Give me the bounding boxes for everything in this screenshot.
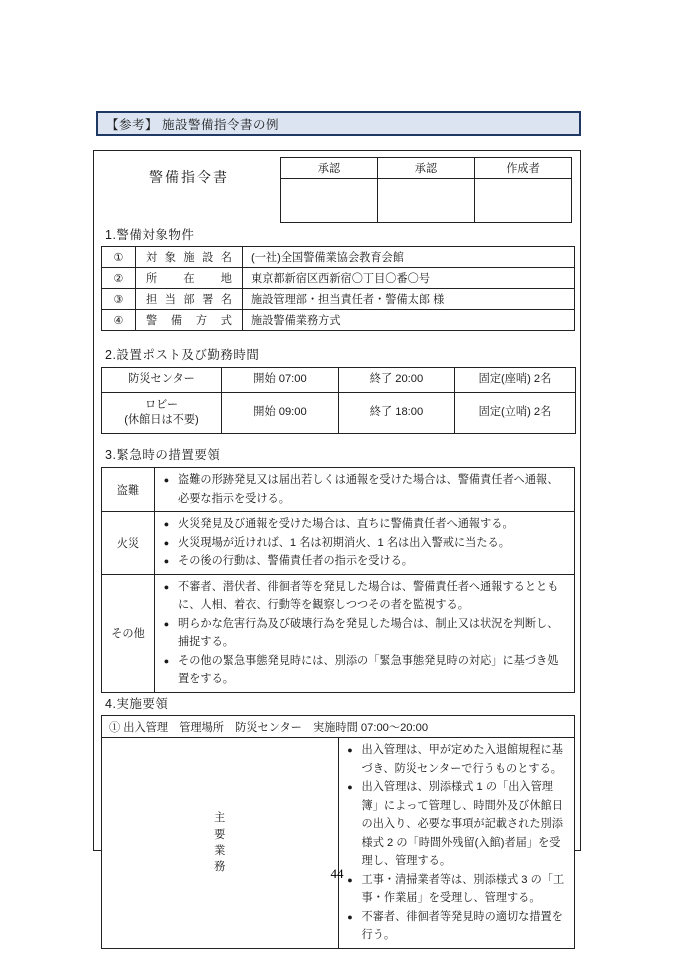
list-item-text: 火災現場が近ければ、1 名は初期消火、1 名は出入警戒に当たる。 bbox=[178, 536, 510, 549]
measure-list bbox=[155, 574, 575, 692]
list-item bbox=[155, 652, 568, 689]
section4-heading: 4.実施要領 bbox=[105, 697, 169, 711]
list-item-text: 不審者、潜伏者、徘徊者等を発見した場合は、警備責任者へ通報するとともに、人相、着衣、行動等を観察しつつその者を監視する。 bbox=[178, 580, 559, 611]
row-label: 所在地 bbox=[136, 268, 243, 289]
measure-list bbox=[155, 512, 575, 575]
property-table bbox=[101, 246, 575, 331]
list-item-text: 工事・清掃業者等は、別添様式 3 の「工事・作業届」を受理し、管理する。 bbox=[361, 873, 565, 904]
doc-title: 警備指令書 bbox=[149, 169, 229, 185]
page-title-banner bbox=[96, 111, 581, 136]
row-label: 対象施設名 bbox=[136, 247, 243, 268]
list-item bbox=[155, 515, 568, 534]
row-number: ② bbox=[102, 268, 136, 289]
post-name: 防災センター bbox=[102, 368, 222, 393]
staffing: 固定(立哨) 2名 bbox=[455, 393, 576, 434]
list-item-text: その他の緊急事態発見時には、別添の「緊急事態発見時の対応」に基づき処置をする。 bbox=[178, 654, 559, 685]
end-time: 終了 18:00 bbox=[339, 393, 455, 434]
bullet-icon: ● bbox=[163, 618, 170, 629]
implementation-subheading: ① 出入管理 管理場所 防災センター 実施時間 07:00〜20:00 bbox=[102, 716, 575, 738]
task-list bbox=[338, 738, 575, 949]
list-item-text: 出入管理は、甲が定めた入退館規程に基づき、防災センターで行うものとする。 bbox=[361, 744, 563, 775]
table-row bbox=[102, 268, 575, 289]
list-item-text: 盗難の形跡発見又は届出若しくは通報を受けた場合は、警備責任者へ通報、必要な指示を受ける。 bbox=[178, 474, 559, 505]
approval-signature-cell-3 bbox=[475, 179, 572, 223]
table-row bbox=[102, 393, 576, 434]
approval-signature-cell-2 bbox=[378, 179, 475, 223]
post-schedule-table bbox=[101, 367, 576, 434]
bullet-icon: ● bbox=[347, 745, 353, 755]
row-number: ④ bbox=[102, 310, 136, 331]
list-item-text: 明らかな危害行為及び破壊行為を発見した場合は、制止又は状況を判断し、捕捉する。 bbox=[178, 617, 559, 648]
approval-signature-cell-1 bbox=[281, 179, 378, 223]
start-time: 開始 09:00 bbox=[222, 393, 339, 434]
approval-header-1: 承認 bbox=[281, 158, 378, 179]
table-row bbox=[102, 368, 576, 393]
list-item-text: 不審者、徘徊者等発見時の適切な措置を行う。 bbox=[361, 910, 563, 941]
bullet-icon: ● bbox=[347, 874, 353, 885]
approval-header-2: 承認 bbox=[378, 158, 475, 179]
vertical-category-text: 主要業務 bbox=[214, 812, 226, 873]
section2-heading: 2.設置ポスト及び勤務時間 bbox=[105, 348, 260, 362]
table-row bbox=[102, 574, 575, 692]
row-label: 担当部署名 bbox=[136, 289, 243, 310]
list-item bbox=[339, 778, 569, 871]
bullet-icon: ● bbox=[347, 911, 353, 922]
approval-header-3: 作成者 bbox=[475, 158, 572, 179]
approval-table bbox=[280, 157, 572, 223]
post-name-note: (休館日は不要) bbox=[124, 414, 199, 426]
row-number: ① bbox=[102, 247, 136, 268]
list-item bbox=[155, 552, 568, 571]
row-value: 東京都新宿区西新宿〇丁目〇番〇号 bbox=[243, 268, 575, 289]
list-item bbox=[155, 615, 568, 652]
category-label bbox=[102, 738, 339, 949]
post-name-line: ロビー bbox=[144, 398, 179, 411]
section1-heading: 1.警備対象物件 bbox=[105, 228, 195, 242]
bullet-icon: ● bbox=[163, 475, 170, 485]
start-time: 開始 07:00 bbox=[222, 368, 339, 393]
end-time: 終了 20:00 bbox=[339, 368, 455, 393]
category-label: 火災 bbox=[102, 512, 155, 575]
row-number: ③ bbox=[102, 289, 136, 310]
row-label: 警備方式 bbox=[136, 310, 243, 331]
measure-list bbox=[155, 468, 575, 512]
page-title: 【参考】 施設警備指令書の例 bbox=[106, 117, 279, 132]
table-row bbox=[281, 179, 572, 223]
table-row bbox=[102, 289, 575, 310]
row-value: (一社)全国警備業協会教育会館 bbox=[243, 247, 575, 268]
category-label: 盗難 bbox=[102, 468, 155, 512]
table-row bbox=[102, 247, 575, 268]
list-item bbox=[155, 578, 568, 615]
table-row bbox=[102, 512, 575, 575]
section3-heading: 3.緊急時の措置要領 bbox=[105, 448, 221, 462]
table-row bbox=[281, 158, 572, 179]
bullet-icon: ● bbox=[163, 655, 170, 666]
emergency-measures-table bbox=[101, 467, 575, 693]
list-item-text: その後の行動は、警備責任者の指示を受ける。 bbox=[178, 555, 413, 567]
bullet-icon: ● bbox=[163, 581, 170, 592]
table-row bbox=[102, 716, 575, 738]
row-value: 施設管理部・担当責任者・警備太郎 様 bbox=[243, 289, 575, 310]
list-item-text: 出入管理は、別添様式 1 の「出入管理簿」によって管理し、時間外及び休館日の出入り、必要な事項が記載された別添様式 2 の「時間外残留(入館)者届」を受理し、管理する。 bbox=[361, 781, 563, 867]
list-item bbox=[155, 471, 568, 508]
table-row bbox=[102, 738, 575, 949]
list-item bbox=[339, 741, 569, 778]
category-label: その他 bbox=[102, 574, 155, 692]
table-row bbox=[102, 310, 575, 331]
bullet-icon: ● bbox=[163, 519, 170, 529]
implementation-table bbox=[101, 715, 575, 949]
row-value: 施設警備業務方式 bbox=[243, 310, 575, 331]
list-item-text: 火災発見及び通報を受けた場合は、直ちに警備責任者へ通報する。 bbox=[178, 518, 514, 530]
bullet-icon: ● bbox=[163, 556, 170, 566]
bullet-icon: ● bbox=[347, 782, 353, 792]
table-row bbox=[102, 468, 575, 512]
staffing: 固定(座哨) 2名 bbox=[455, 368, 576, 393]
bullet-icon: ● bbox=[163, 537, 170, 548]
list-item bbox=[339, 908, 569, 945]
list-item bbox=[155, 534, 568, 553]
page-number: 44 bbox=[330, 866, 344, 881]
post-name bbox=[102, 393, 222, 434]
